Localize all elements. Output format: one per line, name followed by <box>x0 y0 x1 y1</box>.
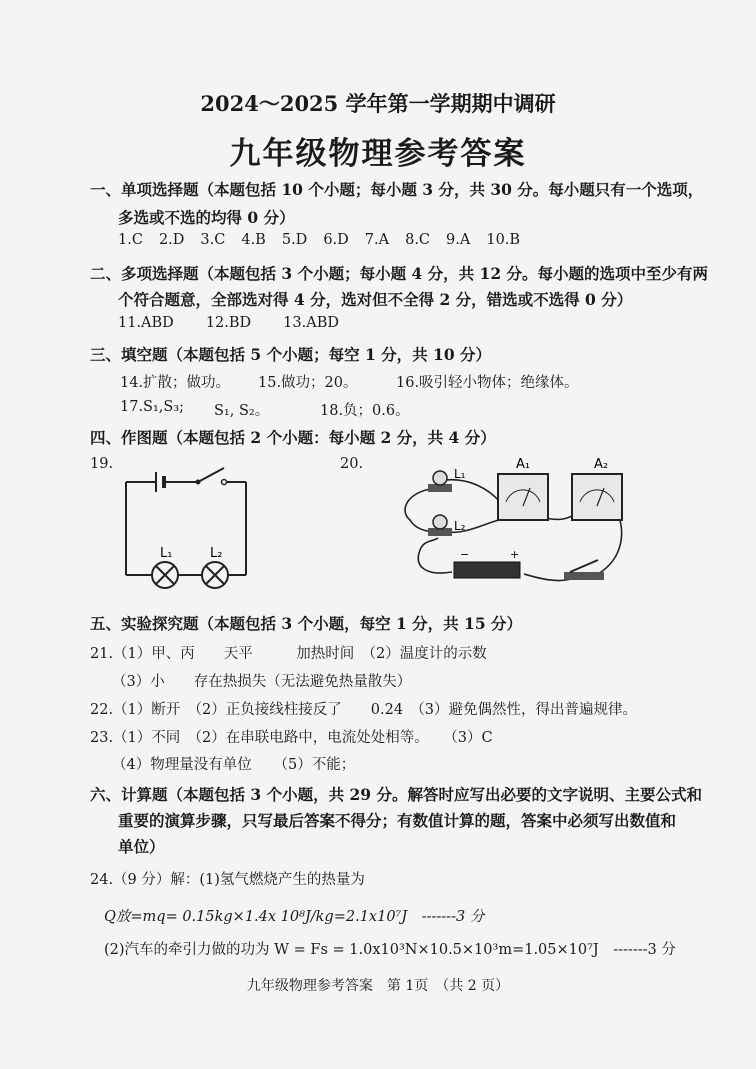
section4-heading: 四、作图题（本题包括 2 个小题：每小题 2 分，共 4 分） <box>90 428 496 447</box>
answer-item: 2.D <box>158 232 185 248</box>
ammeter-a1 <box>498 474 548 520</box>
answer-q22: 22.（1）断开 （2）正负接线柱接反了 0.24 （3）避免偶然性，得出普遍规律。 <box>90 702 638 718</box>
answer-item: 5.D <box>281 232 308 248</box>
label-a2: A₂ <box>594 457 609 472</box>
answer-q14: 14.扩散；做功。 <box>120 375 231 391</box>
section1-heading-line2: 多选或不选的均得 0 分） <box>118 208 295 227</box>
section5-heading: 五、实验探究题（本题包括 3 个小题，每空 1 分，共 15 分） <box>90 614 523 633</box>
answer-q15: 15.做功；20。 <box>258 375 358 391</box>
circuit-diagram-q19 <box>118 462 258 592</box>
answer-item: 13.ABD <box>283 315 339 331</box>
page-title: 九年级物理参考答案 <box>229 136 527 172</box>
label-l2: L₂ <box>210 546 223 561</box>
section2-heading-line2: 个符合题意，全部选对得 4 分，选对但不全得 2 分，错选或不选得 0 分） <box>118 290 633 309</box>
section2-answers <box>118 315 371 331</box>
answer-item: 7.A <box>364 232 390 248</box>
question-19-number: 19. <box>90 456 114 472</box>
answer-q21-line1: 21.（1）甲、丙 天平 加热时间 （2）温度计的示数 <box>90 646 487 662</box>
answer-item: 3.C <box>200 232 226 248</box>
answer-item: 11.ABD <box>118 315 174 331</box>
section6-heading-line1: 六、计算题（本题包括 3 个小题，共 29 分。解答时应写出必要的文字说明、主要公式和 <box>90 785 702 804</box>
switch-base <box>564 572 604 580</box>
answer-q17-part2: S₁, S₂。 <box>214 403 270 419</box>
label-l1: L₁ <box>160 546 173 561</box>
battery-plus-sign: + <box>510 548 520 561</box>
section2-heading-line1: 二、多项选择题（本题包括 3 个小题；每小题 4 分，共 12 分。每小题的选项中至少有两 <box>90 264 709 283</box>
battery-minus-sign: − <box>460 548 470 561</box>
answer-item: 1.C <box>118 232 143 248</box>
answer-item: 6.D <box>323 232 349 248</box>
answer-q23-line1: 23.（1）不同 （2）在串联电路中，电流处处相等。 （3）C <box>90 730 493 746</box>
section3-heading: 三、填空题（本题包括 5 个小题；每空 1 分，共 10 分） <box>90 345 492 364</box>
answer-q18: 18.负；0.6。 <box>320 403 410 419</box>
answer-q16: 16.吸引轻小物体；绝缘体。 <box>396 375 579 391</box>
answer-q23-line2: （4）物理量没有单位 （5）不能； <box>112 757 356 773</box>
label-l2-photo: L₂ <box>454 519 466 533</box>
wire <box>418 538 452 573</box>
answer-q17: 17.S₁,S₃; <box>120 399 185 415</box>
label-a1: A₁ <box>516 457 531 472</box>
answer-q24-intro: 24.（9 分）解：(1)氢气燃烧产生的热量为 <box>90 872 365 888</box>
bulb-l2 <box>433 515 447 529</box>
switch-lever <box>198 468 224 482</box>
answer-item: 10.B <box>486 232 521 248</box>
switch-pivot <box>196 480 201 485</box>
wire <box>446 480 500 502</box>
label-l1-photo: L₁ <box>454 467 466 481</box>
bulb-l1 <box>433 471 447 485</box>
answer-q24-equation-1: Q放=mq= 0.15kg×1.4x 10⁸J/kg=2.1x10⁷J -------3 分 <box>104 909 485 925</box>
answer-item: 8.C <box>405 232 431 248</box>
exam-title-year: 2024～2025 学年第一学期期中调研 <box>200 91 556 116</box>
section6-heading-line2: 重要的演算步骤，只写最后答案不得分；有数值计算的题，答案中必须写出数值和 <box>118 811 677 830</box>
circuit-picture-q20 <box>398 450 630 590</box>
question-20-number: 20. <box>340 456 364 472</box>
switch-contact <box>222 480 227 485</box>
answer-item: 9.A <box>446 232 471 248</box>
battery-pack <box>454 562 520 578</box>
section1-heading-line1: 一、单项选择题（本题包括 10 个小题；每小题 3 分，共 30 分。每小题只有一个选项， <box>90 180 704 199</box>
answer-q24-equation-2: (2)汽车的牵引力做的功为 W = Fs = 1.0x10³N×10.5×10³m=1.05×10⁷J -------3 分 <box>104 942 676 958</box>
page-footer: 九年级物理参考答案 第 1页 （共 2 页） <box>246 978 510 994</box>
answer-item: 4.B <box>241 232 266 248</box>
ammeter-a2 <box>572 474 622 520</box>
section6-heading-line3: 单位） <box>118 837 165 856</box>
answer-q21-line2: （3）小 存在热损失（无法避免热量散失） <box>112 674 412 690</box>
answer-item: 12.BD <box>205 315 252 331</box>
section1-answers <box>118 232 536 248</box>
switch-blade <box>570 560 598 572</box>
